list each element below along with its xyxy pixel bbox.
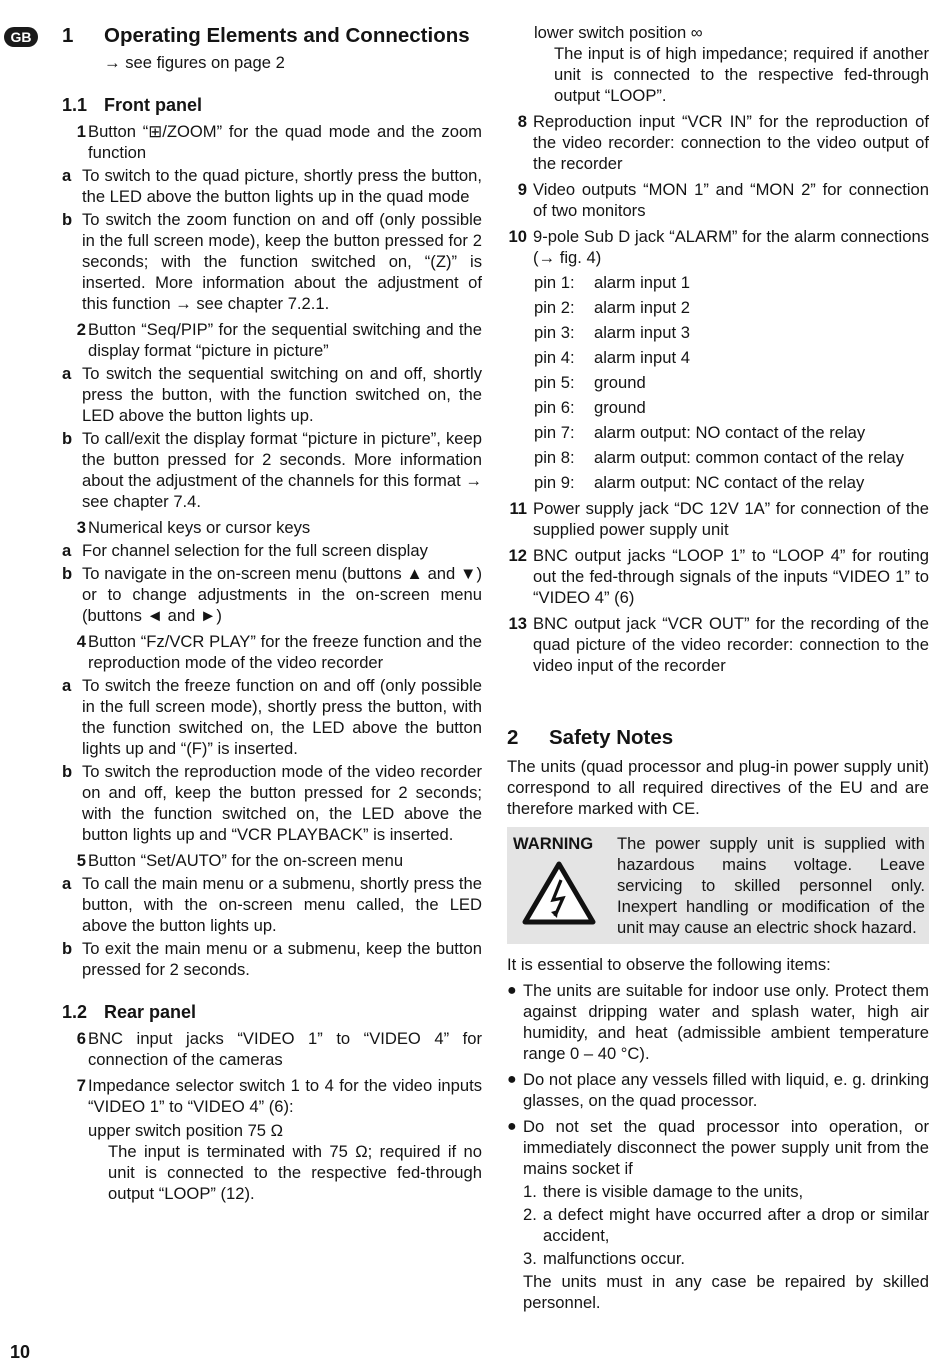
numbered-key: 3. bbox=[523, 1249, 537, 1268]
pin-row bbox=[534, 397, 929, 418]
pin-description: alarm output: NO contact of the relay bbox=[594, 423, 866, 442]
sub-item bbox=[62, 209, 482, 314]
switch-position-label: lower switch position ∞ bbox=[534, 23, 703, 42]
pin-label: pin 1: bbox=[534, 273, 575, 292]
sub-text: To switch to the quad picture, shortly press the button, the LED above the button lights up in the quad mode bbox=[82, 166, 482, 206]
subsection-number: 1.2 bbox=[62, 1002, 88, 1022]
right-column bbox=[507, 22, 929, 1313]
numbered-item bbox=[523, 1181, 929, 1202]
pin-description: alarm input 1 bbox=[594, 273, 690, 292]
sub-item bbox=[62, 873, 482, 936]
pin-row bbox=[534, 422, 929, 443]
list-item bbox=[62, 121, 482, 163]
pin-description: alarm input 2 bbox=[594, 298, 690, 317]
item-number: 8 bbox=[517, 112, 527, 131]
pin-label: pin 6: bbox=[534, 398, 575, 417]
item-text: Video outputs “MON 1” and “MON 2” for connection of two monitors bbox=[533, 180, 929, 220]
item-number: 2 bbox=[76, 320, 86, 339]
sub-letter: b bbox=[62, 762, 73, 781]
bullet-icon: ● bbox=[507, 1118, 517, 1135]
item-text: 9-pole Sub D jack “ALARM” for the alarm connections (→ fig. 4) bbox=[533, 227, 929, 267]
sub-letter: b bbox=[62, 939, 73, 958]
numbered-text: there is visible damage to the units, bbox=[543, 1182, 804, 1201]
bullet-icon: ● bbox=[507, 982, 517, 999]
numbered-key: 2. bbox=[523, 1205, 537, 1224]
item-text: Button “Set/AUTO” for the on-screen menu bbox=[88, 851, 404, 870]
item-number: 12 bbox=[508, 546, 527, 565]
sub-letter: a bbox=[62, 541, 72, 560]
pin-description: alarm input 3 bbox=[594, 323, 690, 342]
item-number: 1 bbox=[76, 122, 86, 141]
pin-row bbox=[534, 372, 929, 393]
sub-item bbox=[62, 675, 482, 759]
warning-label: WARNING bbox=[513, 834, 594, 853]
bullet-icon: ● bbox=[507, 1071, 517, 1088]
sub-letter: a bbox=[62, 676, 72, 695]
pin-description: ground bbox=[594, 398, 646, 417]
pin-row bbox=[534, 322, 929, 343]
sub-text: To call the main menu or a submenu, shortly press the button, with the on-screen menu called, the LED above the button lights up. bbox=[82, 874, 482, 935]
numbered-key: 1. bbox=[523, 1182, 537, 1201]
list-item bbox=[507, 498, 929, 540]
sub-letter: a bbox=[62, 874, 72, 893]
numbered-text: malfunctions occur. bbox=[543, 1249, 686, 1268]
bullet-closing-text: The units must in any case be repaired by skilled personnel. bbox=[523, 1272, 929, 1312]
sub-letter: a bbox=[62, 364, 72, 383]
pin-label: pin 4: bbox=[534, 348, 575, 367]
item-number: 9 bbox=[517, 180, 527, 199]
numbered-item bbox=[523, 1204, 929, 1246]
pin-row bbox=[534, 447, 929, 468]
warning-box bbox=[507, 827, 929, 944]
sub-item bbox=[62, 540, 482, 561]
left-column bbox=[62, 22, 482, 1204]
warning-text: The power supply unit is supplied with hazardous mains voltage. Leave servicing to skilled personnel only. Inexpert handling or modification of the unit may cause an electric shock hazard. bbox=[617, 834, 925, 937]
list-item bbox=[507, 1116, 929, 1313]
pin-row bbox=[534, 347, 929, 368]
subsection-rear-panel-heading bbox=[62, 1002, 482, 1023]
sub-text: To switch the freeze function on and off (only possible in the full screen mode), shortly press the button, with the function switched on, the LED above the button lights up and “(F)” is inserted. bbox=[82, 676, 482, 758]
section-number: 1 bbox=[62, 24, 74, 47]
item-text: Button “Seq/PIP” for the sequential switching and the display format “picture in picture” bbox=[88, 320, 482, 360]
sub-text: To switch the sequential switching on and off, shortly press the button, with the function switched on, the LED above the button lights up. bbox=[82, 364, 482, 425]
sub-text: To exit the main menu or a submenu, keep the button pressed for 2 seconds. bbox=[82, 939, 482, 979]
bullet-text: Do not place any vessels filled with liquid, e. g. drinking glasses, on the quad processor. bbox=[523, 1070, 929, 1110]
sub-text: To call/exit the display format “picture in picture”, keep the button pressed for 2 seconds. More information about the adjustment of the channels for this format → see chapter 7.4. bbox=[82, 429, 482, 511]
item-text: Reproduction input “VCR IN” for the reproduction of the video recorder: connection to the video output of the recorder bbox=[533, 112, 929, 173]
list-item bbox=[62, 1075, 482, 1117]
pin-label: pin 2: bbox=[534, 298, 575, 317]
list-item bbox=[507, 179, 929, 221]
figure-reference: → see figures on page 2 bbox=[104, 53, 285, 72]
sub-item bbox=[62, 165, 482, 207]
item-number: 3 bbox=[76, 518, 86, 537]
item-number: 5 bbox=[76, 851, 86, 870]
sub-item bbox=[62, 938, 482, 980]
sub-item bbox=[62, 428, 482, 512]
item-number: 13 bbox=[508, 614, 527, 633]
pin-assignment-list bbox=[507, 272, 929, 493]
pin-label: pin 8: bbox=[534, 448, 575, 467]
pin-row bbox=[534, 272, 929, 293]
item-text: Button “Fz/VCR PLAY” for the freeze function and the reproduction mode of the video recorder bbox=[88, 632, 482, 672]
item-number: 4 bbox=[76, 632, 86, 651]
item-text: BNC input jacks “VIDEO 1” to “VIDEO 4” for connection of the cameras bbox=[88, 1029, 482, 1069]
sub-letter: b bbox=[62, 564, 73, 583]
bullet-text: The units are suitable for indoor use only. Protect them against dripping water and splash water, high air humidity, and heat (admissible ambient temperature range 0 – 40 °C). bbox=[523, 981, 929, 1063]
list-item bbox=[62, 517, 482, 538]
subsection-title: Rear panel bbox=[104, 1002, 197, 1022]
list-item bbox=[507, 1069, 929, 1111]
item-text: Button “⊞/ZOOM” for the quad mode and the zoom function bbox=[88, 122, 482, 162]
sub-text: To switch the reproduction mode of the video recorder on and off, keep the button pressed for 2 seconds; with the function switched on, the LED above the button lights up and “VCR PLAYBACK” is inserted. bbox=[82, 762, 482, 844]
pin-label: pin 7: bbox=[534, 423, 575, 442]
switch-position-text: The input is terminated with 75 Ω; required if no unit is connected to the respective fed-through output “LOOP” (12). bbox=[108, 1142, 482, 1203]
pin-description: alarm input 4 bbox=[594, 348, 690, 367]
sub-text: To switch the zoom function on and off (only possible in the full screen mode), keep the button pressed for 2 seconds; with the function switched on, “(Z)” is inserted. More information about the adjustment of this function → see chapter 7.2.1. bbox=[82, 210, 482, 313]
section-1-heading bbox=[62, 22, 482, 50]
pin-description: alarm output: NC contact of the relay bbox=[594, 473, 865, 492]
observe-intro: It is essential to observe the following items: bbox=[507, 955, 831, 974]
list-item bbox=[507, 980, 929, 1064]
item-number: 7 bbox=[76, 1076, 86, 1095]
item-text: BNC output jack “VCR OUT” for the recording of the quad picture of the video recorder: connection to the video input of the recorder bbox=[533, 614, 929, 675]
switch-position-text: The input is of high impedance; required if another unit is connected to the respective fed-through output “LOOP”. bbox=[554, 44, 929, 105]
list-item bbox=[62, 631, 482, 673]
section-number: 2 bbox=[507, 726, 519, 749]
bullet-text: Do not set the quad processor into operation, or immediately disconnect the power supply unit from the mains socket if bbox=[523, 1117, 929, 1178]
numbered-item bbox=[523, 1248, 929, 1269]
list-item bbox=[62, 319, 482, 361]
subsection-title: Front panel bbox=[104, 95, 202, 115]
item-text: Impedance selector switch 1 to 4 for the video inputs “VIDEO 1” to “VIDEO 4” (6): bbox=[88, 1076, 482, 1116]
section-2-heading bbox=[507, 724, 929, 752]
pin-label: pin 5: bbox=[534, 373, 575, 392]
sub-text: To navigate in the on-screen menu (buttons ▲ and ▼) or to change adjustments in the on-screen menu (buttons ◄ and ►) bbox=[82, 564, 482, 625]
sub-text: For channel selection for the full screen display bbox=[82, 541, 428, 560]
list-item bbox=[507, 226, 929, 268]
item-text: Power supply jack “DC 12V 1A” for connection of the supplied power supply unit bbox=[533, 499, 929, 539]
item-number: 11 bbox=[509, 499, 527, 518]
pin-description: ground bbox=[594, 373, 646, 392]
sub-item bbox=[62, 761, 482, 845]
safety-intro: The units (quad processor and plug-in power supply unit) correspond to all required directives of the EU and are therefore marked with CE. bbox=[507, 757, 929, 818]
pin-row bbox=[534, 472, 929, 493]
section-title: Operating Elements and Connections bbox=[104, 24, 470, 47]
page-number: 10 bbox=[10, 1342, 31, 1362]
section-title: Safety Notes bbox=[549, 726, 674, 749]
sub-letter: a bbox=[62, 166, 72, 185]
item-text: Numerical keys or cursor keys bbox=[88, 518, 311, 537]
pin-label: pin 9: bbox=[534, 473, 575, 492]
list-item bbox=[507, 111, 929, 174]
item-number: 6 bbox=[76, 1029, 86, 1048]
pin-label: pin 3: bbox=[534, 323, 575, 342]
sub-item bbox=[62, 563, 482, 626]
item-text: BNC output jacks “LOOP 1” to “LOOP 4” for routing out the fed-through signals of the inputs “VIDEO 1” to “VIDEO 4” (6) bbox=[533, 546, 929, 607]
sub-item bbox=[62, 363, 482, 426]
sub-letter: b bbox=[62, 210, 73, 229]
list-item bbox=[62, 850, 482, 871]
numbered-text: a defect might have occurred after a drop or similar accident, bbox=[543, 1205, 929, 1245]
item-number: 10 bbox=[508, 227, 527, 246]
switch-position-label: upper switch position 75 Ω bbox=[88, 1121, 284, 1140]
language-badge: GB bbox=[4, 27, 38, 47]
list-item bbox=[507, 613, 929, 676]
subsection-number: 1.1 bbox=[62, 95, 88, 115]
pin-description: alarm output: common contact of the relay bbox=[594, 448, 904, 467]
electric-shock-warning-icon bbox=[521, 860, 597, 926]
subsection-front-panel-heading bbox=[62, 95, 482, 116]
list-item bbox=[507, 545, 929, 608]
pin-row bbox=[534, 297, 929, 318]
list-item bbox=[62, 1028, 482, 1070]
sub-letter: b bbox=[62, 429, 73, 448]
